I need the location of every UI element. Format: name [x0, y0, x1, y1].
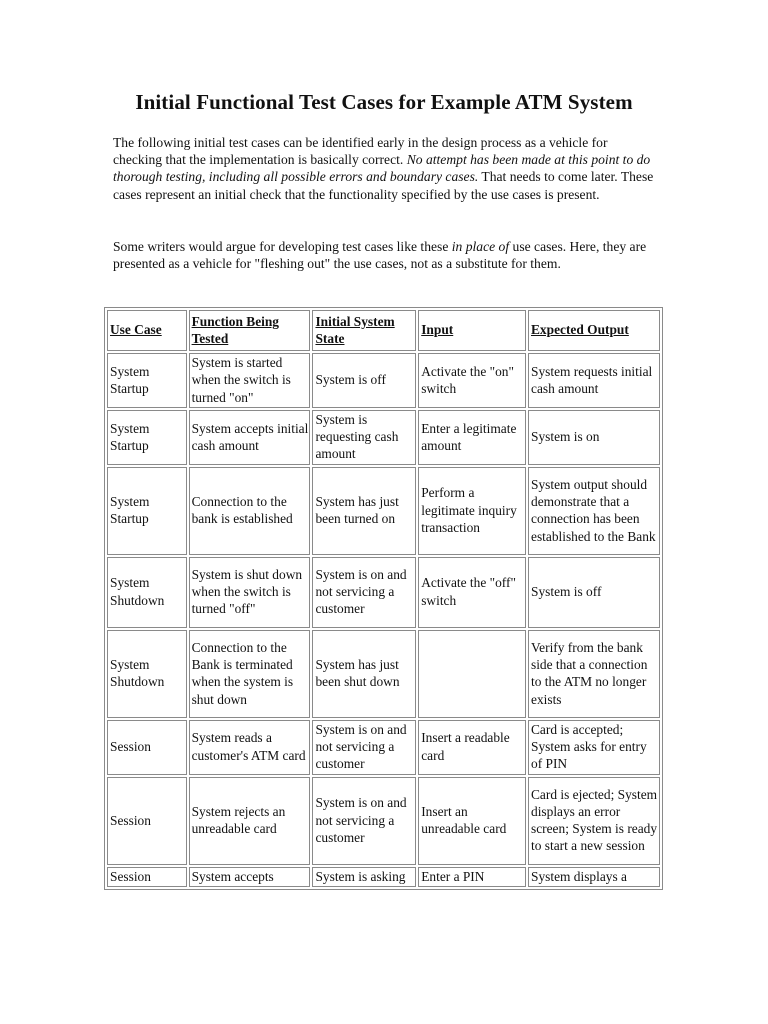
intro-p1-text-b: That needs to come later. These cases represent an initial check that the functionality specified by the use cases is present. [113, 169, 654, 202]
intro-p2-emphasis: in place of [451, 239, 510, 254]
table-row [107, 410, 660, 465]
cell-function: System is shut down when the switch is turned "off" [189, 557, 311, 628]
cell-use-case: Session [107, 777, 187, 865]
cell-input: Insert an unreadable card [418, 777, 526, 865]
cell-input [418, 630, 526, 718]
cell-expected-output: System is on [528, 410, 660, 465]
cell-expected-output: Verify from the bank side that a connection to the ATM no longer exists [528, 630, 660, 718]
table-row [107, 557, 660, 628]
intro-paragraph-2 [113, 238, 658, 272]
cell-input: Activate the "off" switch [418, 557, 526, 628]
header-function-being-tested: Function Being Tested [189, 310, 311, 351]
intro-p1-emphasis: No attempt has been made at this point to do thorough testing, including all possible errors and boundary cases. [113, 152, 651, 185]
cell-initial-state: System is asking [312, 867, 416, 887]
cell-expected-output: Card is ejected; System displays an error screen; System is ready to start a new session [528, 777, 660, 865]
cell-initial-state: System is on and not servicing a customer [312, 777, 416, 865]
cell-input: Enter a PIN [418, 867, 526, 887]
cell-initial-state: System is off [312, 353, 416, 408]
cell-initial-state: System is on and not servicing a customer [312, 720, 416, 775]
cell-expected-output: Card is accepted; System asks for entry of PIN [528, 720, 660, 775]
page-title: Initial Functional Test Cases for Example ATM System [135, 90, 633, 114]
cell-initial-state: System is on and not servicing a customer [312, 557, 416, 628]
test-cases-table-wrapper [104, 307, 663, 890]
intro-p2-text-b: use cases. Here, they are presented as a vehicle for "fleshing out" the use cases, not as a substitute for them. [113, 239, 647, 272]
table-row [107, 867, 660, 887]
cell-function: System accepts initial cash amount [189, 410, 311, 465]
cell-initial-state: System is requesting cash amount [312, 410, 416, 465]
cell-expected-output: System displays a [528, 867, 660, 887]
cell-initial-state: System has just been turned on [312, 467, 416, 555]
table-header-row [107, 310, 660, 351]
table-row [107, 353, 660, 408]
cell-input: Insert a readable card [418, 720, 526, 775]
cell-expected-output: System is off [528, 557, 660, 628]
table-row [107, 630, 660, 718]
cell-function: Connection to the bank is established [189, 467, 311, 555]
cell-initial-state: System has just been shut down [312, 630, 416, 718]
table-row [107, 467, 660, 555]
cell-use-case: System Startup [107, 467, 187, 555]
header-input: Input [418, 310, 526, 351]
cell-input: Perform a legitimate inquiry transaction [418, 467, 526, 555]
header-use-case: Use Case [107, 310, 187, 351]
cell-function: System accepts [189, 867, 311, 887]
cell-input: Activate the "on" switch [418, 353, 526, 408]
cell-use-case: System Startup [107, 410, 187, 465]
cell-input: Enter a legitimate amount [418, 410, 526, 465]
cell-expected-output: System requests initial cash amount [528, 353, 660, 408]
cell-expected-output: System output should demonstrate that a connection has been established to the Bank [528, 467, 660, 555]
intro-p1-text-a: The following initial test cases can be identified early in the design process as a vehicle for checking that the implementation is basically correct. [113, 135, 608, 168]
table-row [107, 777, 660, 865]
header-expected-output: Expected Output [528, 310, 660, 351]
intro-p2-text-a: Some writers would argue for developing test cases like these [113, 239, 452, 254]
cell-use-case: System Shutdown [107, 557, 187, 628]
cell-function: System reads a customer's ATM card [189, 720, 311, 775]
header-initial-system-state: Initial System State [312, 310, 416, 351]
cell-function: Connection to the Bank is terminated when the system is shut down [189, 630, 311, 718]
intro-paragraph-1 [113, 134, 658, 203]
cell-function: System is started when the switch is turned "on" [189, 353, 311, 408]
table-row [107, 720, 660, 775]
test-cases-table [104, 307, 663, 890]
cell-use-case: System Shutdown [107, 630, 187, 718]
cell-use-case: System Startup [107, 353, 187, 408]
cell-use-case: Session [107, 867, 187, 887]
cell-function: System rejects an unreadable card [189, 777, 311, 865]
cell-use-case: Session [107, 720, 187, 775]
